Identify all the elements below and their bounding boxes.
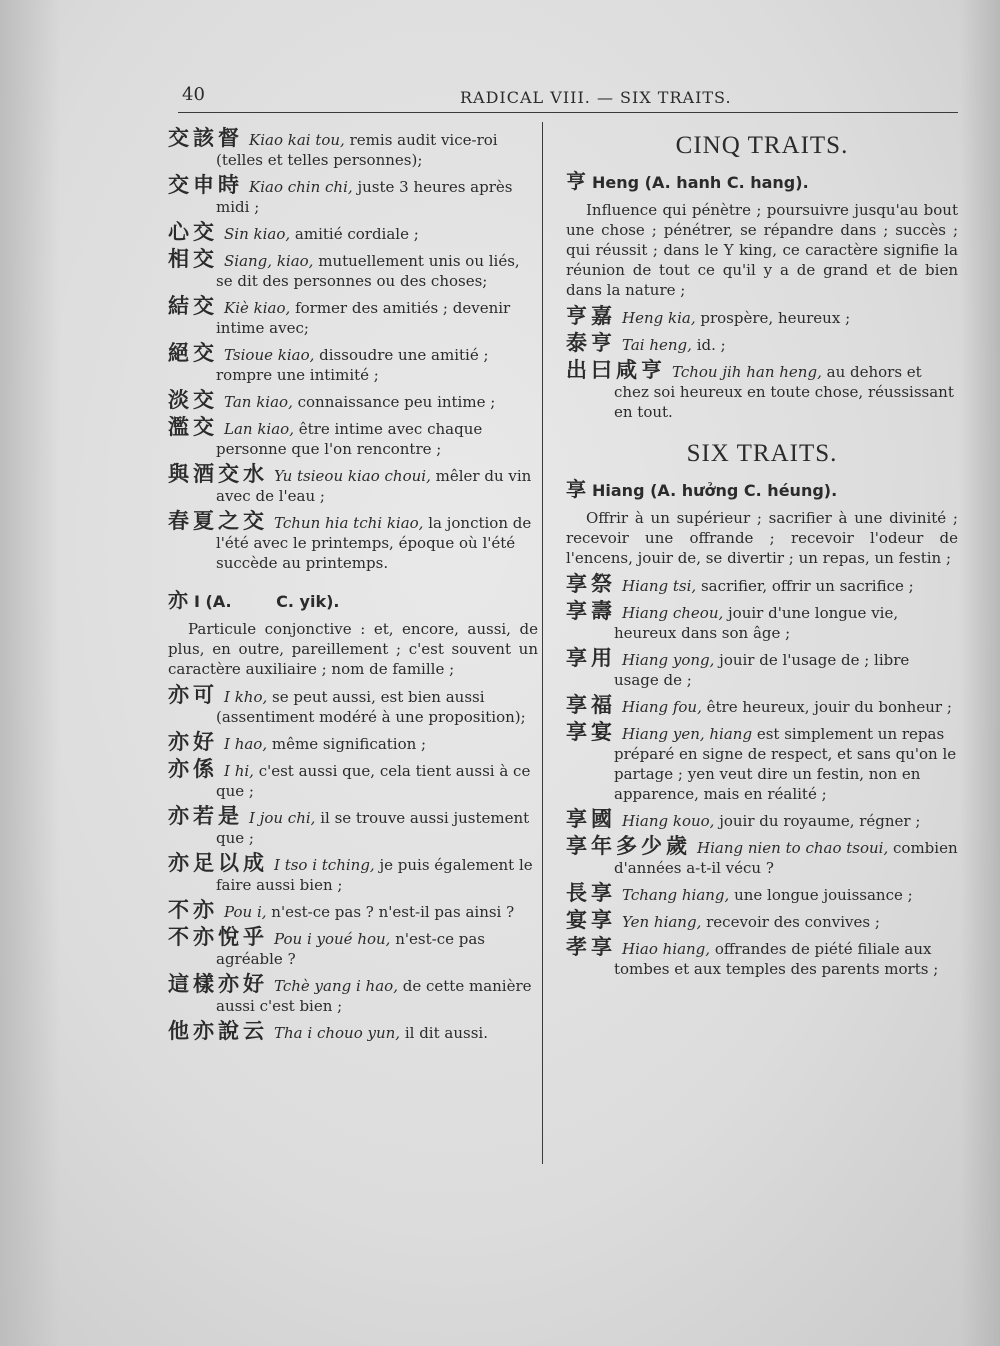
- entry: [168, 343, 538, 385]
- entry-romanization: Kiao kai tou,: [249, 131, 345, 149]
- entry-chars: 享祭: [566, 572, 616, 596]
- entry-chars: 享宴: [566, 720, 616, 744]
- entry-romanization: Hiang tsi,: [622, 577, 697, 595]
- entry-gloss: jouir du royaume, régner ;: [719, 812, 921, 830]
- entry-gloss: connaissance peu intime ;: [297, 393, 496, 411]
- entry-chars: 相交: [168, 247, 218, 271]
- entry: [566, 722, 958, 804]
- entry: [566, 809, 958, 831]
- entry-chars: 宴享: [566, 908, 616, 932]
- entry: [566, 937, 958, 979]
- entry-romanization: Kiao chin chi,: [249, 178, 353, 196]
- entry-chars: 亦好: [168, 730, 218, 754]
- entry-romanization: I kho,: [224, 688, 268, 706]
- entry-gloss: au dehors et chez soi heureux en toute chose, réussissant en tout.: [614, 363, 954, 421]
- right-column: [566, 128, 958, 984]
- entry-gloss: être intime avec chaque personne que l'on rencontre ;: [216, 420, 483, 458]
- page-number: 40: [182, 84, 205, 105]
- section-title: CINQ TRAITS.: [675, 132, 849, 159]
- entry: [168, 732, 538, 754]
- entry-chars: 享壽: [566, 599, 616, 623]
- entry-chars: 這樣亦好: [168, 972, 268, 996]
- entry-romanization: Hiang nien to chao tsoui,: [697, 839, 889, 857]
- entry: [168, 853, 538, 895]
- entry: [168, 759, 538, 801]
- entry-chars: 不亦悅乎: [168, 925, 268, 949]
- entry: [168, 128, 538, 170]
- page-shadow-left: [0, 0, 60, 1346]
- entry-chars: 與酒交水: [168, 462, 268, 486]
- heading-text: I (A.: [194, 592, 232, 611]
- entry-romanization: I hao,: [224, 735, 268, 753]
- entry-gloss: n'est-ce pas agréable ?: [216, 930, 485, 968]
- entry-gloss: c'est aussi que, cela tient aussi à ce que ;: [216, 762, 531, 800]
- entry-romanization: Hiang yen, hiang: [622, 725, 753, 743]
- definition: Influence qui pénètre ; poursuivre jusqu'au bout une chose ; pénétrer, se répandre dans ; succès ; qui réussit ; dans le Y king, ce caractère signifie la réunion de tout ce qu'il y a de grand et de bien dans la nature ;: [566, 201, 958, 299]
- entry-romanization: Tchang hiang,: [622, 886, 730, 904]
- entry-chars: 絕交: [168, 341, 218, 365]
- entry-gloss: jouir d'une longue vie, heureux dans son âge ;: [614, 604, 899, 642]
- entry-gloss: former des amitiés ; devenir intime avec;: [216, 299, 511, 337]
- entry-gloss: juste 3 heures après midi ;: [216, 178, 513, 216]
- entry: [168, 900, 538, 922]
- character-heading: [566, 170, 958, 194]
- entry: [566, 648, 958, 690]
- entry-gloss: combien d'années a-t-il vécu ?: [614, 839, 958, 877]
- entry-romanization: Hiang cheou,: [622, 604, 724, 622]
- entry-romanization: Heng kia,: [622, 309, 696, 327]
- running-title: RADICAL VIII. — SIX TRAITS.: [460, 88, 732, 107]
- entry-gloss: se peut aussi, est bien aussi (assentiment modéré à une proposition);: [216, 688, 526, 726]
- entry: [566, 306, 958, 328]
- entry: [168, 974, 538, 1016]
- entry: [168, 511, 538, 573]
- entry-romanization: Kiè kiao,: [224, 299, 291, 317]
- entry: [168, 464, 538, 506]
- entry-chars: 享用: [566, 646, 616, 670]
- entry-gloss: de cette manière aussi c'est bien ;: [216, 977, 532, 1015]
- entry-gloss: amitié cordiale ;: [294, 225, 419, 243]
- entry: [168, 685, 538, 727]
- entry-chars: 淡交: [168, 388, 218, 412]
- entry-romanization: Tchun hia tchi kiao,: [274, 514, 424, 532]
- entry-chars: 春夏之交: [168, 509, 268, 533]
- heading-char: 亨: [566, 169, 586, 193]
- entry-gloss: mêler du vin avec de l'eau ;: [216, 467, 532, 505]
- header-rule: [178, 112, 958, 113]
- entry-chars: 亦可: [168, 683, 218, 707]
- entry: [168, 806, 538, 848]
- entry-romanization: Pou i youé hou,: [274, 930, 391, 948]
- entry-gloss: une longue jouissance ;: [734, 886, 913, 904]
- entry-gloss: offrandes de piété filiale aux tombes et aux temples des parents morts ;: [614, 940, 939, 978]
- entry-gloss: mutuellement unis ou liés, se dit des personnes ou des choses;: [216, 252, 520, 290]
- entry-chars: 長享: [566, 881, 616, 905]
- entry-romanization: Hiang yong,: [622, 651, 715, 669]
- entry-chars: 結交: [168, 294, 218, 318]
- entry-gloss: même signification ;: [271, 735, 427, 753]
- entry-gloss: prospère, heureux ;: [700, 309, 851, 327]
- definition: Offrir à un supérieur ; sacrifier à une divinité ; recevoir une offrande ; recevoir l'odeur de l'encens, jouir de, se divertir ; un repas, un festin ;: [566, 509, 958, 567]
- character-heading: [566, 478, 958, 502]
- entry-romanization: Hiao hiang,: [622, 940, 711, 958]
- entry-romanization: Tchè yang i hao,: [274, 977, 398, 995]
- page-header: [178, 84, 958, 114]
- entry-chars: 他亦說云: [168, 1019, 268, 1043]
- entry-chars: 濫交: [168, 415, 218, 439]
- entry-chars: 享年多少歲: [566, 834, 691, 858]
- entry-chars: 交該督: [168, 126, 243, 150]
- entry-romanization: Tan kiao,: [224, 393, 293, 411]
- entry-romanization: Siang, kiao,: [224, 252, 314, 270]
- entry-gloss: il dit aussi.: [404, 1024, 488, 1042]
- entry-gloss: dissoudre une amitié ; rompre une intimité ;: [216, 346, 489, 384]
- entry-romanization: Sin kiao,: [224, 225, 291, 243]
- entry: [168, 390, 538, 412]
- character-heading: [168, 589, 538, 613]
- entry-chars: 交申時: [168, 173, 243, 197]
- entry: [168, 417, 538, 459]
- entry: [168, 222, 538, 244]
- entry: [168, 296, 538, 338]
- entry: [168, 1021, 538, 1043]
- heading-text: Hiang (A. hưởng C. héung).: [592, 481, 838, 500]
- entry-gloss: recevoir des convives ;: [706, 913, 880, 931]
- entry-gloss: être heureux, jouir du bonheur ;: [706, 698, 952, 716]
- entry-gloss: id. ;: [696, 336, 726, 354]
- entry-gloss: je puis également le faire aussi bien ;: [216, 856, 533, 894]
- heading-cantonese: C. yik).: [276, 592, 340, 611]
- entry-romanization: I tso i tching,: [274, 856, 375, 874]
- definition: Particule conjonctive : et, encore, aussi, de plus, en outre, pareillement ; c'est souvent un caractère auxiliaire ; nom de famille ;: [168, 620, 538, 678]
- entry-chars: 孝享: [566, 935, 616, 959]
- entry: [566, 695, 958, 717]
- entry: [168, 249, 538, 291]
- entry-chars: 亦足以成: [168, 851, 268, 875]
- entry-romanization: Pou i,: [224, 903, 267, 921]
- entry: [566, 574, 958, 596]
- entry-chars: 泰亨: [566, 331, 616, 355]
- heading-text: Heng (A. hanh C. hang).: [592, 173, 809, 192]
- entry-chars: 享福: [566, 693, 616, 717]
- entry-chars: 出曰咸亨: [566, 358, 666, 382]
- entry-romanization: Tsioue kiao,: [224, 346, 315, 364]
- heading-char: 亦: [168, 588, 188, 612]
- heading-char: 享: [566, 477, 586, 501]
- entry: [566, 360, 958, 422]
- section-title: SIX TRAITS.: [686, 440, 838, 467]
- entry: [566, 601, 958, 643]
- entry-romanization: I jou chi,: [249, 809, 316, 827]
- entry: [566, 836, 958, 878]
- entry-chars: 亦係: [168, 757, 218, 781]
- entry-gloss: remis audit vice-roi (telles et telles personnes);: [216, 131, 498, 169]
- entry-romanization: Hiang kouo,: [622, 812, 715, 830]
- entry: [566, 883, 958, 905]
- entry: [566, 333, 958, 355]
- entry-gloss: il se trouve aussi justement que ;: [216, 809, 530, 847]
- entry-gloss: jouir de l'usage de ; libre usage de ;: [614, 651, 910, 689]
- entry-romanization: Yen hiang,: [622, 913, 702, 931]
- page-shadow-right: [960, 0, 1000, 1346]
- entry: [566, 910, 958, 932]
- entry-romanization: Lan kiao,: [224, 420, 294, 438]
- entry-chars: 亨嘉: [566, 304, 616, 328]
- entry-romanization: Hiang fou,: [622, 698, 702, 716]
- left-column: [168, 128, 538, 1048]
- entry-gloss: la jonction de l'été avec le printemps, époque où l'été succède au printemps.: [216, 514, 532, 572]
- entry-chars: 心交: [168, 220, 218, 244]
- entry-chars: 享國: [566, 807, 616, 831]
- entry-romanization: Tchou jih han heng,: [672, 363, 822, 381]
- entry-romanization: Tha i chouo yun,: [274, 1024, 401, 1042]
- entry-romanization: I hi,: [224, 762, 254, 780]
- entry-gloss: est simplement un repas préparé en signe de respect, et sans qu'on le partage ; yen veut dire un festin, non en apparence, mais en réalité ;: [614, 725, 957, 803]
- entry-chars: 不亦: [168, 898, 218, 922]
- entry: [168, 175, 538, 217]
- entry-romanization: Tai heng,: [622, 336, 692, 354]
- entry: [168, 927, 538, 969]
- entry-gloss: sacrifier, offrir un sacrifice ;: [700, 577, 914, 595]
- column-divider: [542, 122, 543, 1164]
- entry-romanization: Yu tsieou kiao choui,: [274, 467, 431, 485]
- entry-chars: 亦若是: [168, 804, 243, 828]
- entry-gloss: n'est-ce pas ? n'est-il pas ainsi ?: [271, 903, 515, 921]
